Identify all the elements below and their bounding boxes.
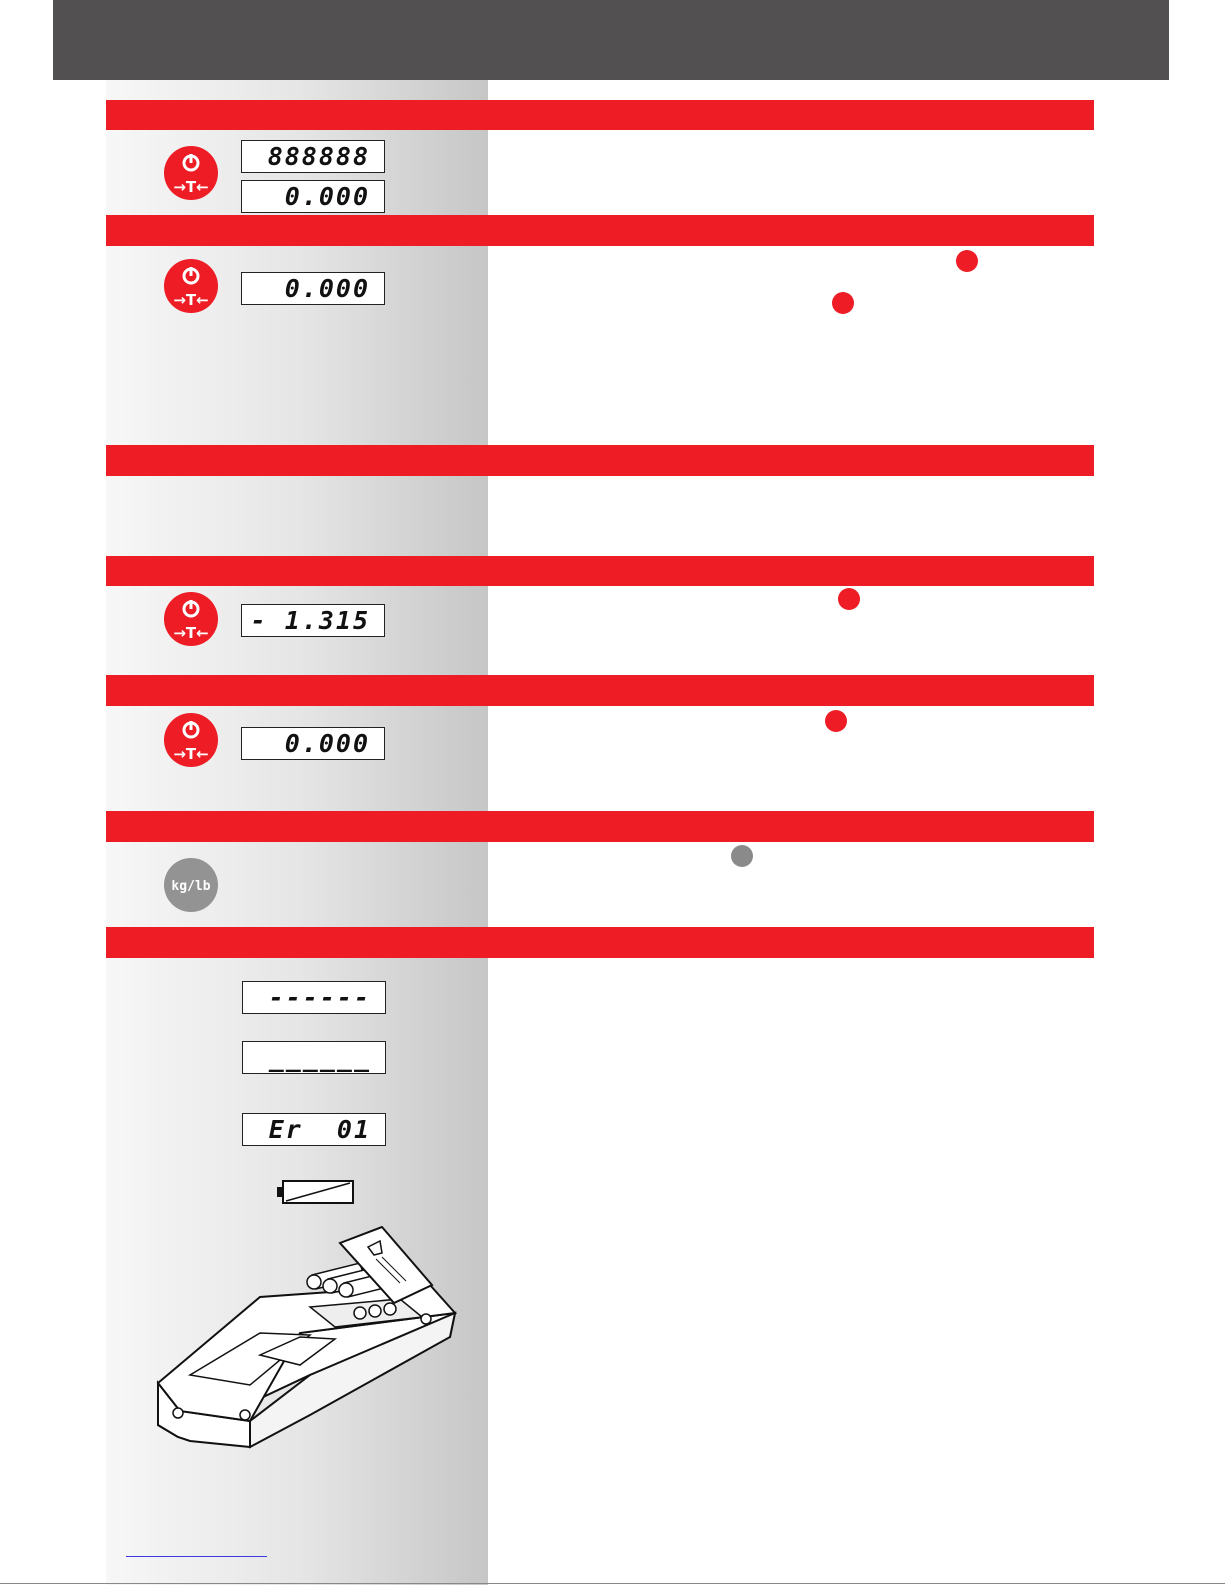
lcd-display: - 1.315: [241, 604, 385, 637]
lcd-display: 0.000: [241, 180, 385, 213]
unit-kg-lb-icon: [164, 858, 218, 912]
section-band-6: [106, 811, 1094, 842]
section-band-1: [106, 100, 1094, 130]
lcd-display: ______: [242, 1041, 386, 1074]
lcd-display: ------: [242, 981, 386, 1014]
power-tare-icon: [164, 146, 218, 200]
bottom-rule: [0, 1583, 1225, 1584]
power-tare-mini-icon: [825, 710, 847, 732]
power-tare-mini-icon: [832, 292, 854, 314]
svg-text:→T←: →T←: [173, 624, 209, 642]
lcd-display: 0.000: [241, 727, 385, 760]
power-tare-icon: [164, 259, 218, 313]
section-band-4: [106, 556, 1094, 586]
unit-mini-icon: [731, 845, 753, 867]
svg-text:→T←: →T←: [173, 178, 209, 196]
lcd-display: 0.000: [241, 272, 385, 305]
lcd-display: 888888: [241, 140, 385, 173]
battery-low-icon: [276, 1179, 356, 1209]
section-band-2: [106, 215, 1094, 246]
section-band-5: [106, 675, 1094, 706]
battery-compartment-illustration: [150, 1225, 460, 1464]
power-tare-icon: [164, 713, 218, 767]
unit-button-label: kg/lb: [171, 879, 211, 894]
svg-text:→T←: →T←: [173, 745, 209, 763]
power-tare-mini-icon: [956, 250, 978, 272]
section-band-7: [106, 927, 1094, 958]
power-tare-icon: [164, 592, 218, 646]
section-band-3: [106, 445, 1094, 476]
footer-link-underline[interactable]: [126, 1556, 267, 1557]
power-tare-mini-icon: [838, 588, 860, 610]
svg-text:→T←: →T←: [173, 291, 209, 309]
lcd-display: Er 01: [242, 1113, 386, 1146]
header-bar: [53, 0, 1169, 80]
